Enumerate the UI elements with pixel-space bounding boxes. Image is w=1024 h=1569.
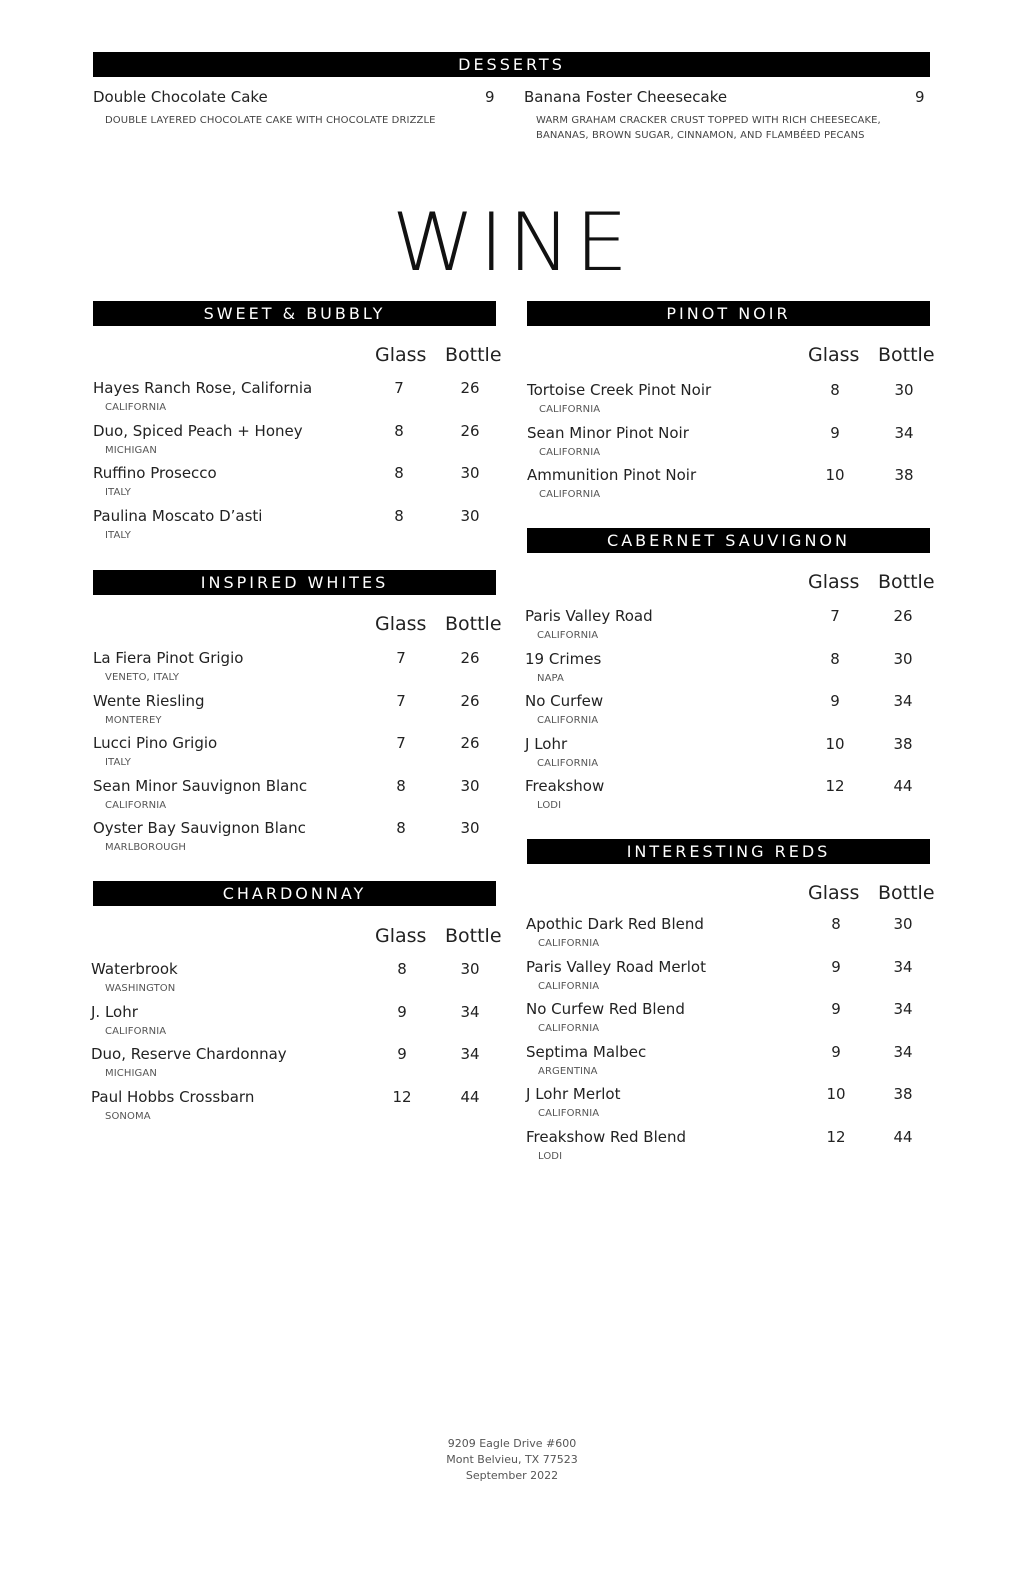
glass-price: 12 [392, 1087, 412, 1106]
wine-name: J Lohr Merlot [526, 1085, 621, 1103]
wine-region: CALIFORNIA [537, 715, 599, 726]
wine-region: SONOMA [105, 1110, 151, 1122]
wine-region: WASHINGTON [105, 983, 176, 994]
wine-region: MARLBOROUGH [105, 842, 187, 853]
wine-region: LODI [537, 800, 562, 811]
wine-name: Oyster Bay Sauvignon Blanc [93, 819, 306, 837]
bottle-price: 44 [893, 1127, 913, 1146]
wine-name: Paris Valley Road Merlot [526, 957, 706, 976]
wine-region: LODI [538, 1150, 563, 1162]
bottle-price: 38 [893, 734, 913, 753]
glass-column-header: Glass [808, 571, 860, 593]
section-header: CABERNET SAUVIGNON [527, 528, 930, 553]
glass-price: 10 [826, 1085, 846, 1103]
wine-region: ARGENTINA [538, 1065, 598, 1077]
glass-column-header: Glass [808, 882, 860, 904]
section-header: PINOT NOIR [527, 301, 930, 326]
section-header: INTERESTING REDS [527, 839, 930, 864]
glass-price: 7 [394, 379, 404, 397]
wine-name: Sean Minor Pinot Noir [527, 423, 689, 442]
wine-region: VENETO, ITALY [105, 672, 180, 683]
dessert-price: 9 [915, 88, 925, 106]
wine-region: MICHIGAN [105, 444, 157, 456]
page-title: WINE [391, 196, 633, 289]
glass-price: 7 [396, 691, 406, 710]
wine-region: ITALY [105, 529, 131, 541]
wine-name: Tortoise Creek Pinot Noir [527, 381, 712, 399]
wine-name: Paulina Moscato D’asti [93, 506, 263, 525]
wine-region: CALIFORNIA [538, 1023, 600, 1034]
bottle-price: 26 [460, 649, 480, 667]
glass-price: 7 [396, 649, 406, 667]
wine-name: Ruffino Prosecco [93, 464, 217, 482]
glass-price: 10 [825, 466, 845, 484]
wine-region: NAPA [537, 672, 564, 684]
bottle-price: 34 [894, 423, 914, 442]
bottle-price: 30 [460, 960, 480, 978]
bottle-price: 26 [460, 379, 480, 397]
wine-name: No Curfew [525, 692, 604, 710]
bottle-price: 34 [893, 1000, 913, 1018]
wine-name: No Curfew Red Blend [526, 1000, 685, 1018]
glass-column-header: Glass [375, 925, 427, 947]
wine-name: Ammunition Pinot Noir [527, 466, 697, 484]
wine-region: MICHIGAN [105, 1068, 157, 1079]
glass-price: 8 [396, 819, 406, 837]
glass-price: 8 [396, 776, 406, 795]
bottle-column-header: Bottle [878, 882, 935, 904]
glass-price: 9 [831, 1042, 841, 1061]
glass-price: 9 [397, 1002, 407, 1021]
section-header: INSPIRED WHITES [93, 570, 496, 595]
wine-name: J. Lohr [91, 1002, 138, 1021]
glass-column-header: Glass [375, 344, 427, 366]
glass-price: 8 [831, 915, 841, 933]
footer-date: September 2022 [465, 1469, 559, 1482]
wine-name: Freakshow [525, 777, 605, 795]
dessert-description: DOUBLE LAYERED CHOCOLATE CAKE WITH CHOCOLATE DRIZZLE [105, 115, 436, 126]
bottle-column-header: Bottle [878, 344, 935, 366]
bottle-price: 26 [460, 691, 480, 710]
wine-region: MONTEREY [105, 714, 162, 726]
glass-price: 9 [830, 692, 840, 710]
dessert-name: Banana Foster Cheesecake [524, 88, 728, 106]
desserts-header: DESSERTS [93, 52, 930, 77]
wine-name: Paris Valley Road [525, 607, 653, 625]
glass-price: 9 [831, 957, 841, 976]
glass-column-header: Glass [375, 613, 427, 635]
bottle-price: 30 [893, 649, 913, 668]
glass-price: 12 [825, 777, 845, 795]
wine-name: J Lohr [525, 734, 568, 753]
bottle-price: 44 [460, 1087, 480, 1106]
wine-region: CALIFORNIA [537, 757, 599, 769]
wine-name: Duo, Reserve Chardonnay [91, 1045, 287, 1063]
wine-name: Lucci Pino Grigio [93, 734, 218, 752]
glass-column-header: Glass [808, 344, 860, 366]
glass-price: 9 [831, 1000, 841, 1018]
wine-region: CALIFORNIA [105, 799, 167, 811]
glass-price: 7 [396, 734, 406, 752]
wine-region: CALIFORNIA [105, 402, 167, 413]
dessert-name: Double Chocolate Cake [93, 88, 268, 106]
glass-price: 10 [825, 734, 845, 753]
dessert-price: 9 [485, 88, 495, 106]
glass-price: 8 [394, 421, 404, 440]
wine-name: 19 Crimes [525, 649, 602, 668]
glass-price: 9 [830, 423, 840, 442]
glass-price: 9 [397, 1045, 407, 1063]
section-header: SWEET & BUBBLY [93, 301, 496, 326]
glass-price: 8 [394, 506, 404, 525]
bottle-price: 38 [894, 466, 914, 484]
wine-name: Freakshow Red Blend [526, 1127, 686, 1146]
glass-price: 8 [394, 464, 404, 482]
bottle-price: 30 [894, 381, 914, 399]
wine-name: Wente Riesling [93, 691, 205, 710]
bottle-price: 44 [893, 777, 913, 795]
bottle-price: 30 [460, 819, 480, 837]
bottle-price: 34 [893, 957, 913, 976]
footer-address-line2: Mont Belvieu, TX 77523 [446, 1453, 578, 1466]
bottle-price: 34 [460, 1045, 480, 1063]
bottle-price: 30 [460, 506, 480, 525]
footer-address-line1: 9209 Eagle Drive #600 [447, 1437, 577, 1450]
wine-region: CALIFORNIA [539, 489, 601, 500]
wine-region: CALIFORNIA [538, 980, 600, 992]
wine-name: Hayes Ranch Rose, California [93, 379, 313, 397]
wine-region: ITALY [105, 487, 131, 498]
wine-region: CALIFORNIA [105, 1025, 167, 1037]
footer [0, 1436, 1024, 1484]
glass-price: 8 [830, 381, 840, 399]
glass-price: 12 [826, 1127, 846, 1146]
bottle-column-header: Bottle [445, 925, 502, 947]
wine-name: Paul Hobbs Crossbarn [91, 1087, 255, 1106]
glass-price: 7 [830, 607, 840, 625]
wine-region: ITALY [105, 757, 131, 768]
wine-region: CALIFORNIA [537, 630, 599, 641]
glass-price: 8 [830, 649, 840, 668]
bottle-price: 26 [460, 734, 480, 752]
section-header: CHARDONNAY [93, 881, 496, 906]
wine-name: Sean Minor Sauvignon Blanc [93, 776, 308, 795]
bottle-column-header: Bottle [445, 613, 502, 635]
bottle-price: 38 [893, 1085, 913, 1103]
bottle-column-header: Bottle [878, 571, 935, 593]
wine-region: CALIFORNIA [539, 446, 601, 458]
wine-region: CALIFORNIA [538, 1108, 600, 1119]
wine-name: Apothic Dark Red Blend [526, 915, 704, 933]
bottle-price: 34 [893, 1042, 913, 1061]
wine-name: La Fiera Pinot Grigio [93, 649, 244, 667]
bottle-column-header: Bottle [445, 344, 502, 366]
glass-price: 8 [397, 960, 407, 978]
bottle-price: 30 [893, 915, 913, 933]
wine-region: CALIFORNIA [539, 404, 601, 415]
wine-name: Waterbrook [91, 960, 178, 978]
bottle-price: 30 [460, 464, 480, 482]
bottle-price: 26 [893, 607, 913, 625]
bottle-price: 34 [893, 692, 913, 710]
wine-name: Septima Malbec [526, 1042, 647, 1061]
dessert-description: WARM GRAHAM CRACKER CRUST TOPPED WITH RICH CHEESECAKE, BANANAS, BROWN SUGAR, CINNAMON, AND FLAMBÉED PECANS [536, 115, 881, 141]
bottle-price: 26 [460, 421, 480, 440]
bottle-price: 30 [460, 776, 480, 795]
bottle-price: 34 [460, 1002, 480, 1021]
wine-name: Duo, Spiced Peach + Honey [93, 421, 303, 440]
wine-region: CALIFORNIA [538, 938, 600, 949]
